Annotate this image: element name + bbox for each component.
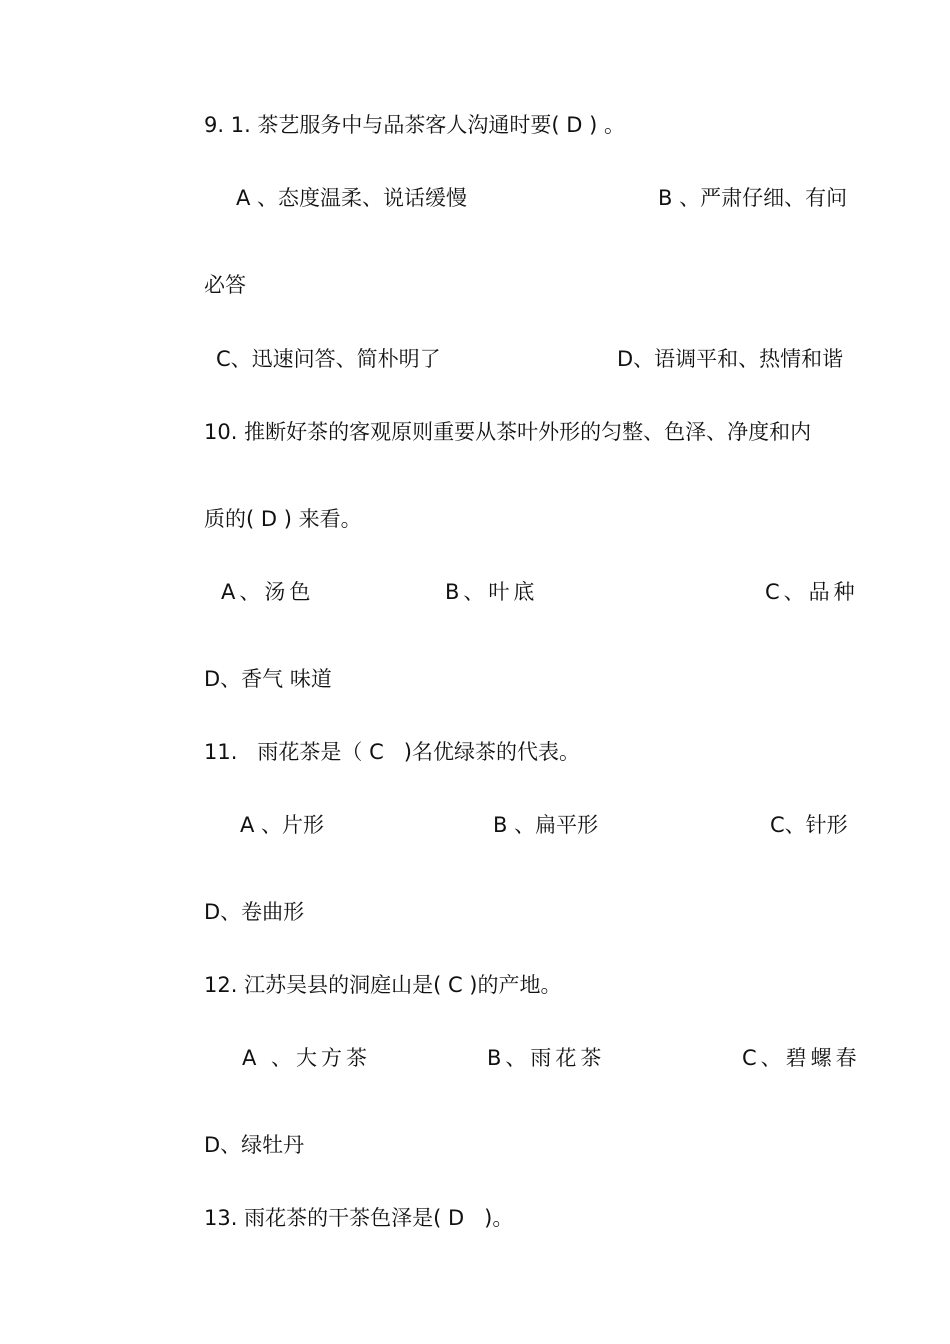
question-11-stem: 11. 雨花茶是（ C )名优绿茶的代表。 [204, 740, 580, 764]
question-12-option-a: A 、大方茶 [242, 1046, 372, 1070]
question-9-option-b-continued: 必答 [204, 273, 246, 297]
question-10-option-b: B、叶底 [445, 580, 539, 604]
question-12-option-c: C、碧螺春 [742, 1046, 861, 1070]
question-11-option-a: A 、片形 [240, 813, 325, 837]
question-9-option-d: D、语调平和、热情和谐 [617, 347, 844, 371]
question-10-option-d: D、香气 味道 [204, 667, 332, 691]
question-10-option-a: A、汤色 [221, 580, 315, 604]
question-12-option-d: D、绿牡丹 [204, 1133, 305, 1157]
question-9-option-a: A 、态度温柔、说话缓慢 [236, 186, 468, 210]
question-9-stem: 9. 1. 茶艺服务中与品茶客人沟通时要( D ) 。 [204, 113, 626, 137]
question-10-stem-line-1: 10. 推断好茶的客观原则重要从茶叶外形的匀整、色泽、净度和内 [204, 420, 812, 444]
question-12-stem: 12. 江苏吴县的洞庭山是( C )的产地。 [204, 973, 562, 997]
question-12-option-b: B、雨花茶 [487, 1046, 606, 1070]
question-13-stem: 13. 雨花茶的干茶色泽是( D )。 [204, 1206, 514, 1230]
question-11-option-c: C、针形 [770, 813, 848, 837]
question-10-stem-line-2: 质的( D ) 来看。 [204, 507, 362, 531]
question-9-option-b: B 、严肃仔细、有问 [658, 186, 848, 210]
question-9-option-c: C、迅速问答、简朴明了 [216, 347, 441, 371]
question-10-option-c: C、品种 [765, 580, 859, 604]
question-11-option-b: B 、扁平形 [493, 813, 599, 837]
question-11-option-d: D、卷曲形 [204, 900, 305, 924]
